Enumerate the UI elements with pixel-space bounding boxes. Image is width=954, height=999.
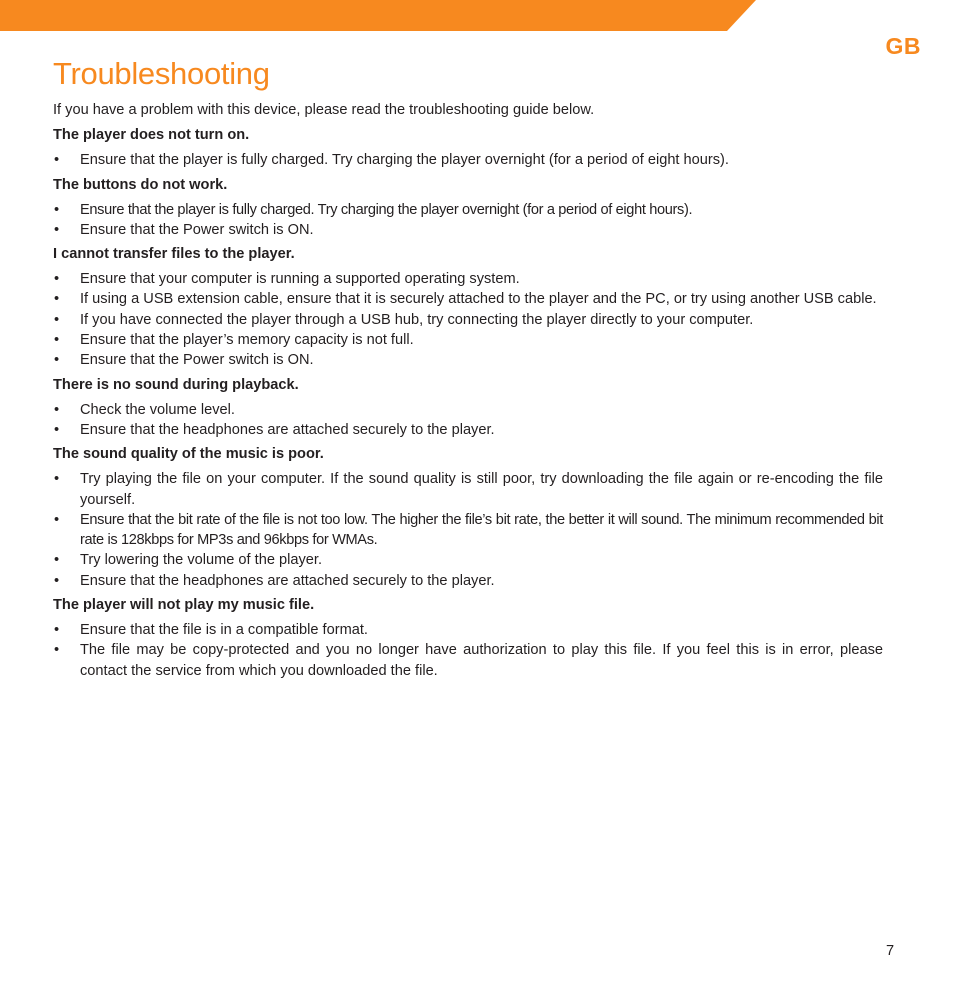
section-heading: There is no sound during playback. (53, 376, 299, 393)
list-item (53, 330, 883, 350)
bullet-glyph: • (54, 421, 60, 438)
list-item-text: Check the volume level. (80, 401, 235, 418)
section-no-sound (53, 375, 883, 441)
list-item (53, 571, 883, 591)
bullet-glyph: • (54, 511, 59, 528)
section-player-not-on (53, 125, 883, 170)
list-item-text: If using a USB extension cable, ensure that it is securely attached to the player and the PC, or try using another USB cable. (80, 291, 877, 308)
list-item (53, 269, 883, 289)
bullet-glyph: • (54, 332, 60, 349)
bullet-list (53, 150, 883, 170)
section-heading: I cannot transfer files to the player. (53, 246, 295, 263)
bullet-glyph: • (54, 622, 60, 639)
list-item-text: Ensure that the player is fully charged. Try charging the player overnight (for a period of eight hours). (80, 152, 729, 169)
list-item-text: Try lowering the volume of the player. (80, 552, 322, 569)
list-item (53, 550, 883, 570)
bullet-glyph: • (54, 401, 60, 418)
bullet-glyph: • (54, 221, 60, 238)
list-item (53, 640, 883, 681)
bullet-list (53, 269, 883, 370)
list-item (53, 350, 883, 370)
list-item (53, 150, 883, 170)
bullet-glyph: • (54, 352, 60, 369)
section-heading: The player does not turn on. (53, 127, 250, 144)
bullet-glyph: • (54, 291, 60, 308)
list-item (53, 420, 883, 440)
bullet-glyph: • (54, 201, 59, 218)
language-badge: GB (885, 33, 921, 59)
bullet-list (53, 200, 883, 241)
bullet-glyph: • (54, 152, 60, 169)
bullet-list (53, 469, 883, 591)
bullet-glyph: • (54, 552, 60, 569)
list-item (53, 310, 883, 330)
section-heading: The player will not play my music file. (53, 597, 315, 614)
list-item-text: Try playing the file on your computer. If the sound quality is still poor, try downloading the file again or re-encoding the file yourself. (80, 471, 883, 508)
list-item-text: Ensure that the Power switch is ON. (80, 221, 314, 238)
list-item-text: Ensure that your computer is running a supported operating system. (80, 271, 520, 288)
list-item (53, 220, 883, 240)
section-will-not-play-file (53, 595, 883, 681)
list-item-text: Ensure that the Power switch is ON. (80, 352, 314, 369)
list-item (53, 620, 883, 640)
header-banner (0, 0, 954, 31)
section-buttons-not-working (53, 175, 883, 241)
bullet-glyph: • (54, 471, 60, 488)
list-item-text: If you have connected the player through a USB hub, try connecting the player directly to your computer. (80, 311, 754, 328)
page-title: Troubleshooting (53, 56, 270, 91)
section-poor-sound-quality (53, 444, 883, 591)
bullet-list (53, 620, 883, 681)
list-item (53, 400, 883, 420)
list-item-text: Ensure that the file is in a compatible format. (80, 622, 368, 639)
list-item (53, 469, 883, 510)
bullet-glyph: • (54, 642, 60, 659)
list-item-text: Ensure that the bit rate of the file is not too low. The higher the file’s bit rate, the better it will sound. The minimum recommended bit rate is 128kbps for MP3s and 96kbps for WMAs. (80, 511, 883, 549)
bullet-glyph: • (54, 572, 60, 589)
list-item (53, 200, 883, 220)
section-heading: The buttons do not work. (53, 176, 228, 193)
section-heading: The sound quality of the music is poor. (53, 446, 324, 463)
list-item-text: Ensure that the player is fully charged. Try charging the player overnight (for a period of eight hours). (80, 201, 693, 218)
troubleshooting-content (53, 100, 883, 685)
section-cannot-transfer-files (53, 244, 883, 370)
page-number: 7 (886, 943, 895, 959)
list-item (53, 289, 883, 309)
list-item-text: Ensure that the headphones are attached securely to the player. (80, 572, 495, 589)
list-item-text: The file may be copy-protected and you no longer have authorization to play this file. If you feel this is in error, please contact the service from which you downloaded the file. (80, 642, 883, 679)
bullet-list (53, 400, 883, 441)
list-item (53, 510, 883, 551)
bullet-glyph: • (54, 311, 60, 328)
header-banner-shape (0, 0, 954, 31)
list-item-text: Ensure that the headphones are attached securely to the player. (80, 421, 495, 438)
list-item-text: Ensure that the player’s memory capacity is not full. (80, 332, 414, 349)
intro-text: If you have a problem with this device, please read the troubleshooting guide below. (53, 102, 595, 118)
bullet-glyph: • (54, 271, 60, 288)
